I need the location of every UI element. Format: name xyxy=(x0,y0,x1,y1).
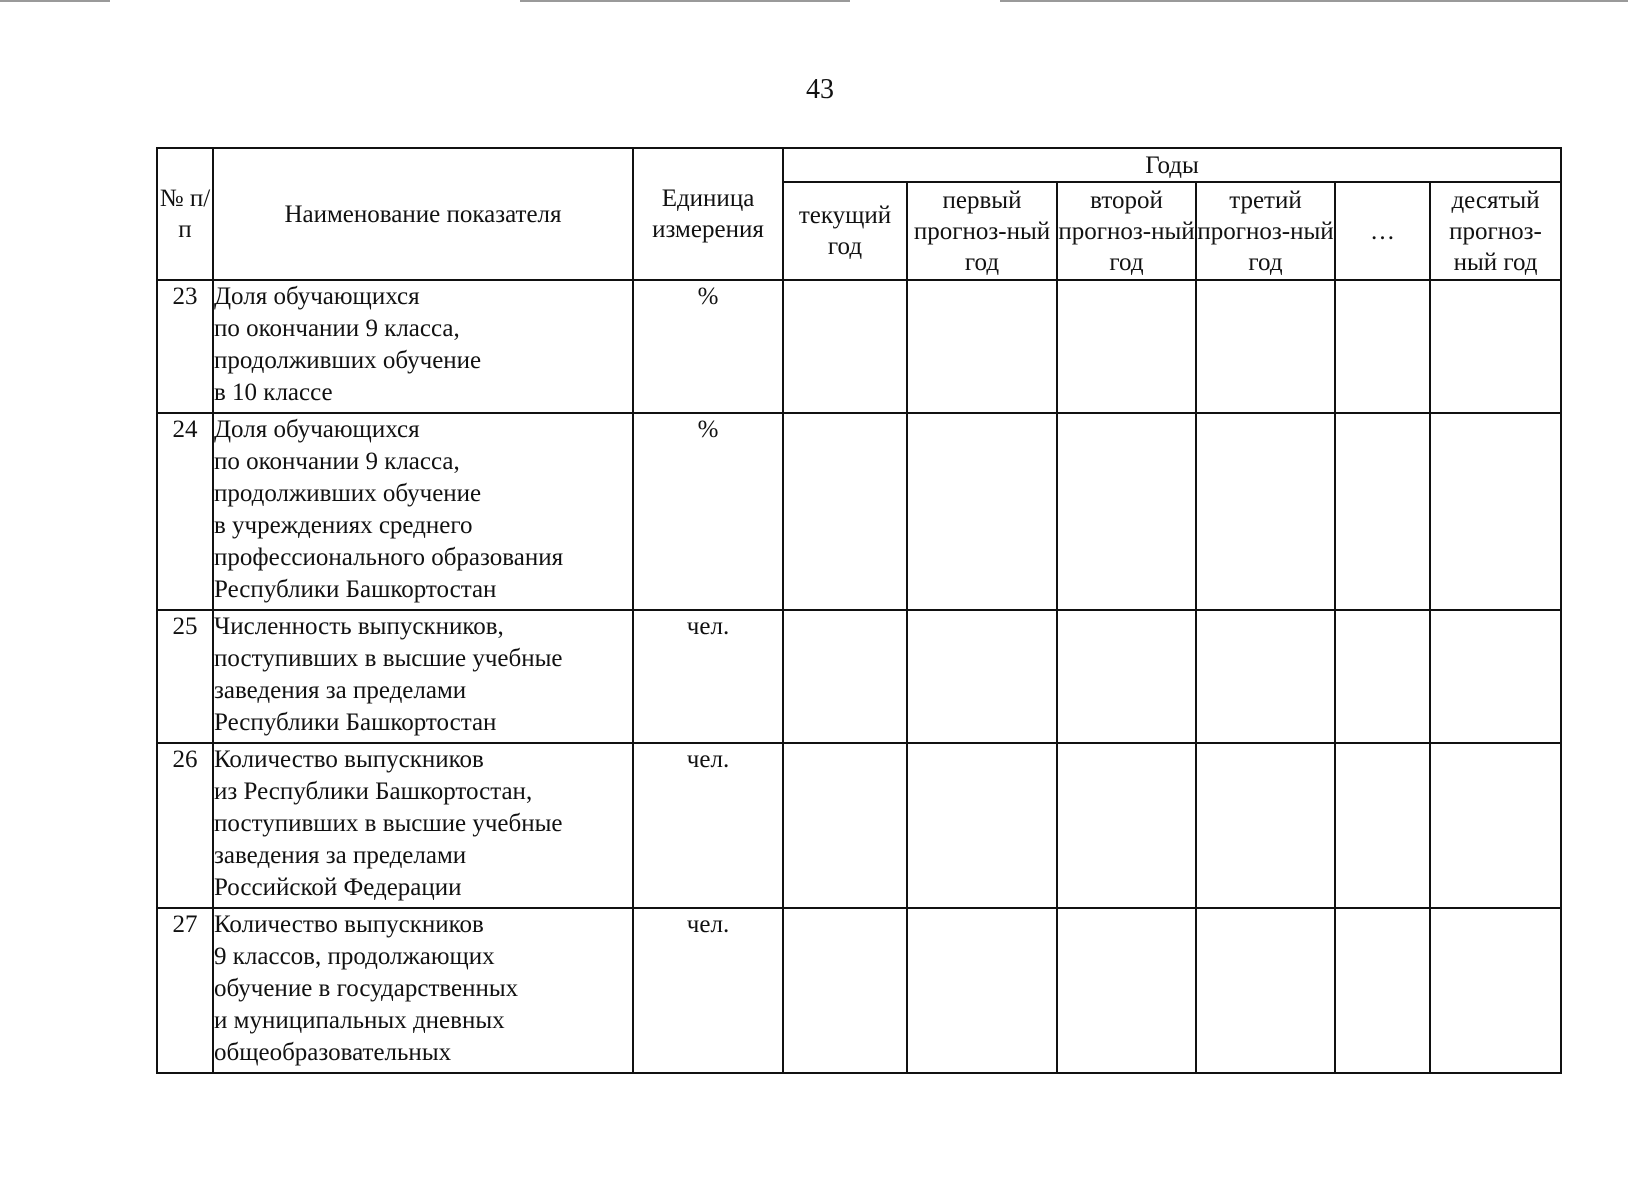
cell-first-forecast-year xyxy=(907,610,1057,743)
row-number: 24 xyxy=(157,413,213,610)
cell-ellipsis-years xyxy=(1335,908,1430,1073)
header-number: № п/п xyxy=(157,148,213,280)
header-ellipsis-years: … xyxy=(1335,182,1430,280)
name-line: по окончании 9 класса, xyxy=(214,448,460,475)
name-line: заведения за пределами xyxy=(214,677,467,704)
row-indicator-name xyxy=(213,610,633,743)
cell-current-year xyxy=(783,908,907,1073)
cell-tenth-forecast-year xyxy=(1430,908,1561,1073)
cell-tenth-forecast-year xyxy=(1430,280,1561,413)
table-row xyxy=(157,908,1561,1073)
row-number: 26 xyxy=(157,743,213,908)
cell-current-year xyxy=(783,280,907,413)
cell-second-forecast-year xyxy=(1057,908,1196,1073)
page-number: 43 xyxy=(806,74,834,105)
name-line: Республики Башкортостан xyxy=(214,709,497,736)
cell-first-forecast-year xyxy=(907,280,1057,413)
cell-second-forecast-year xyxy=(1057,413,1196,610)
header-first-forecast-year: первый прогноз-ный год xyxy=(907,182,1057,280)
name-line: Численность выпускников, xyxy=(214,613,504,640)
table-row xyxy=(157,413,1561,610)
scan-edge-rule-right xyxy=(1000,0,1628,2)
cell-third-forecast-year xyxy=(1196,413,1335,610)
cell-second-forecast-year xyxy=(1057,743,1196,908)
row-number: 23 xyxy=(157,280,213,413)
row-number: 27 xyxy=(157,908,213,1073)
cell-current-year xyxy=(783,610,907,743)
cell-ellipsis-years xyxy=(1335,743,1430,908)
cell-tenth-forecast-year xyxy=(1430,610,1561,743)
row-unit: % xyxy=(633,280,783,413)
name-line: обучение в государственных xyxy=(214,975,519,1002)
name-line: 9 классов, продолжающих xyxy=(214,943,495,970)
cell-ellipsis-years xyxy=(1335,413,1430,610)
cell-first-forecast-year xyxy=(907,743,1057,908)
name-line: из Республики Башкортостан, xyxy=(214,778,533,805)
name-line: продолживших обучение xyxy=(214,480,482,507)
table-row xyxy=(157,280,1561,413)
name-line: Количество выпускников xyxy=(214,746,484,773)
scan-edge-rule-left xyxy=(0,0,110,2)
row-indicator-name xyxy=(213,280,633,413)
name-line: в учреждениях среднего xyxy=(214,512,473,539)
row-unit: чел. xyxy=(633,610,783,743)
name-line: продолживших обучение xyxy=(214,347,482,374)
name-line: поступивших в высшие учебные xyxy=(214,810,563,837)
header-row-top xyxy=(157,148,1561,182)
cell-third-forecast-year xyxy=(1196,610,1335,743)
name-line: Количество выпускников xyxy=(214,911,484,938)
header-years-group: Годы xyxy=(783,148,1561,182)
cell-first-forecast-year xyxy=(907,413,1057,610)
cell-first-forecast-year xyxy=(907,908,1057,1073)
name-line: общеобразовательных xyxy=(214,1039,452,1066)
row-unit: % xyxy=(633,413,783,610)
cell-third-forecast-year xyxy=(1196,908,1335,1073)
cell-tenth-forecast-year xyxy=(1430,743,1561,908)
name-line: по окончании 9 класса, xyxy=(214,315,460,342)
row-indicator-name xyxy=(213,743,633,908)
row-indicator-name xyxy=(213,908,633,1073)
name-line: Республики Башкортостан xyxy=(214,576,497,603)
cell-tenth-forecast-year xyxy=(1430,413,1561,610)
cell-second-forecast-year xyxy=(1057,280,1196,413)
header-indicator-name: Наименование показателя xyxy=(213,148,633,280)
indicators-table xyxy=(156,147,1562,1074)
name-line: профессионального образования xyxy=(214,544,564,571)
cell-current-year xyxy=(783,743,907,908)
scan-edge-rule-middle xyxy=(520,0,850,2)
table-row xyxy=(157,743,1561,908)
name-line: и муниципальных дневных xyxy=(214,1007,505,1034)
row-number: 25 xyxy=(157,610,213,743)
name-line: Доля обучающихся xyxy=(214,416,420,443)
header-unit: Единица измерения xyxy=(633,148,783,280)
name-line: Российской Федерации xyxy=(214,874,462,901)
cell-ellipsis-years xyxy=(1335,610,1430,743)
name-line: Доля обучающихся xyxy=(214,283,420,310)
cell-ellipsis-years xyxy=(1335,280,1430,413)
header-third-forecast-year: третий прогноз-ный год xyxy=(1196,182,1335,280)
row-unit: чел. xyxy=(633,908,783,1073)
header-current-year: текущий год xyxy=(783,182,907,280)
cell-current-year xyxy=(783,413,907,610)
row-indicator-name xyxy=(213,413,633,610)
name-line: заведения за пределами xyxy=(214,842,467,869)
table-row xyxy=(157,610,1561,743)
cell-third-forecast-year xyxy=(1196,743,1335,908)
header-tenth-forecast-year: десятый прогноз-ный год xyxy=(1430,182,1561,280)
name-line: в 10 классе xyxy=(214,379,333,406)
cell-third-forecast-year xyxy=(1196,280,1335,413)
row-unit: чел. xyxy=(633,743,783,908)
header-second-forecast-year: второй прогноз-ный год xyxy=(1057,182,1196,280)
cell-second-forecast-year xyxy=(1057,610,1196,743)
name-line: поступивших в высшие учебные xyxy=(214,645,563,672)
